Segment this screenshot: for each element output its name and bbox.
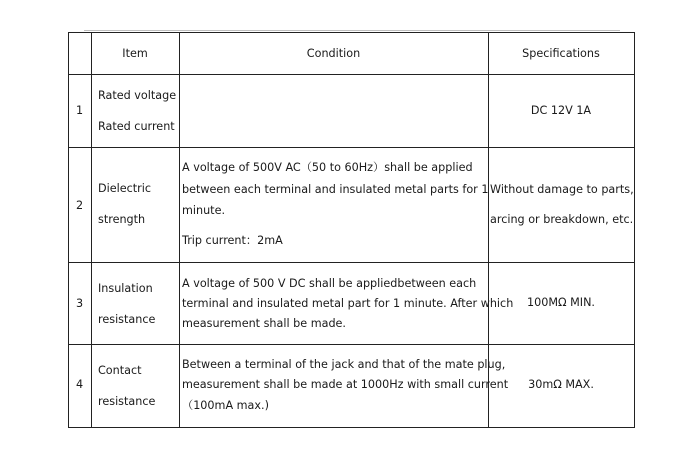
column-divider-item (179, 32, 180, 428)
spec-value: 30mΩ MAX. (528, 378, 594, 391)
item-label: Rated current (98, 120, 175, 133)
condition-text: Between a terminal of the jack and that of the mate plug, (182, 358, 506, 371)
condition-text: Trip current：2mA (182, 234, 283, 247)
row-divider-header (68, 74, 635, 75)
condition-text: between each terminal and insulated metal parts for 1 (182, 183, 489, 196)
spec-value: arcing or breakdown, etc. (490, 213, 634, 226)
row-divider-3 (68, 344, 635, 345)
item-label: resistance (98, 395, 156, 408)
spec-value: 100MΩ MIN. (527, 296, 595, 309)
condition-text: measurement shall be made at 1000Hz with small current (182, 378, 509, 391)
condition-text: minute. (182, 204, 226, 217)
header-condition: Condition (306, 47, 361, 60)
table-border-left (68, 32, 69, 428)
condition-text: （100mA max.) (182, 399, 269, 412)
item-label: Rated voltage (98, 89, 177, 102)
row-divider-2 (68, 262, 635, 263)
item-label: Dielectric (98, 182, 151, 195)
header-specifications: Specifications (522, 47, 600, 60)
row-number: 1 (75, 104, 84, 117)
condition-text: terminal and insulated metal part for 1 minute. After which (182, 297, 514, 310)
table-border-right (634, 32, 635, 428)
table-border-bottom (68, 427, 635, 428)
condition-text: measurement shall be made. (182, 317, 346, 330)
spec-value: DC 12V 1A (530, 104, 592, 117)
row-number: 4 (75, 378, 84, 391)
item-label: strength (98, 213, 146, 226)
header-item: Item (122, 47, 148, 60)
condition-text: A voltage of 500 V DC shall be appliedbetween each (182, 277, 477, 290)
row-divider-1 (68, 147, 635, 148)
spec-value: Without damage to parts, (490, 183, 634, 196)
item-label: resistance (98, 313, 156, 326)
top-rule (84, 30, 620, 31)
table-border-top (68, 32, 635, 33)
row-number: 2 (75, 199, 84, 212)
item-label: Insulation (98, 282, 153, 295)
condition-text: A voltage of 500V AC（50 to 60Hz）shall be applied (182, 161, 473, 174)
item-label: Contact (98, 364, 142, 377)
row-number: 3 (75, 297, 84, 310)
column-divider-no (91, 32, 92, 428)
